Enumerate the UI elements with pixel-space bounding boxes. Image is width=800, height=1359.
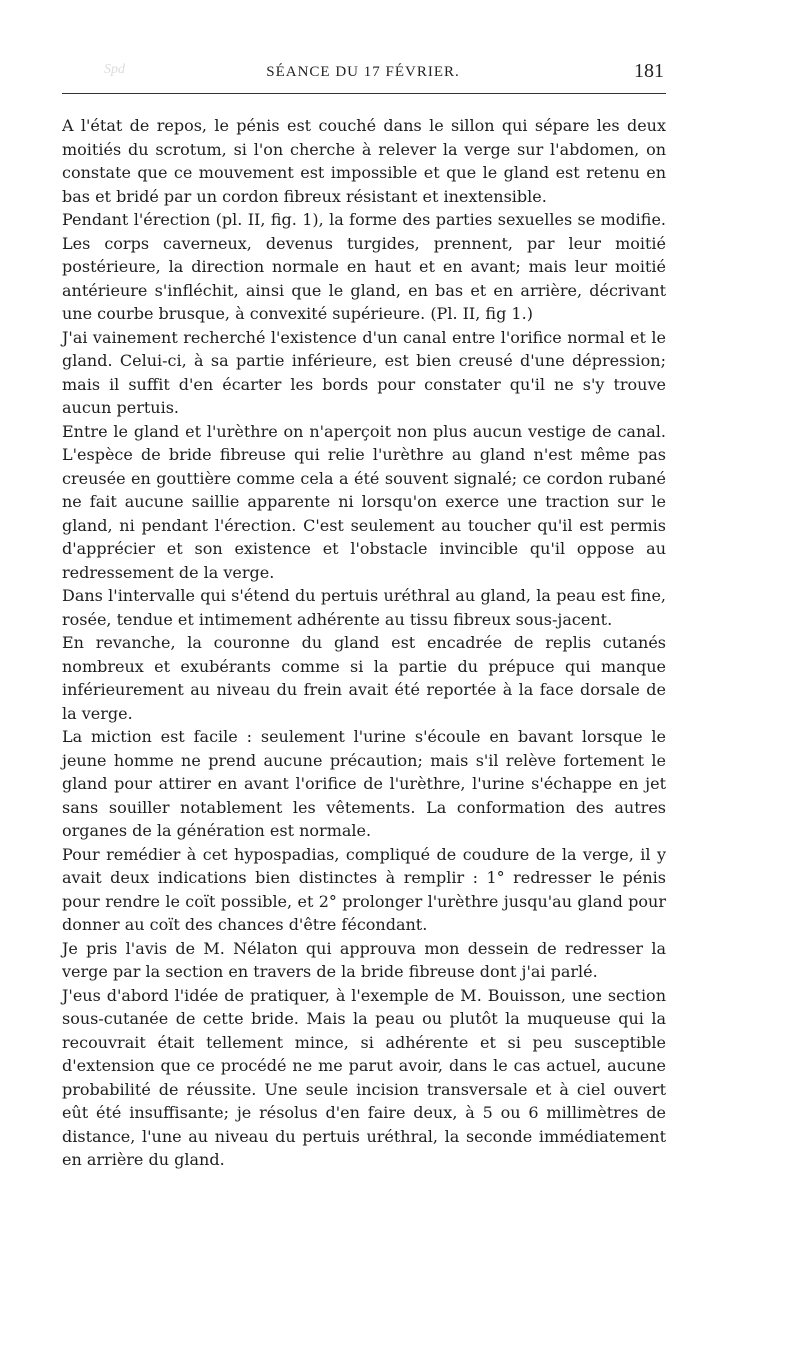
running-header [62, 60, 664, 88]
paragraph: A l'état de repos, le pénis est couché dans le sillon qui sépare les deux moitiés du scrotum, si l'on cherche à relever la verge sur l'abdomen, on constate que ce mouvement est impossible et que le gland est retenu en bas et bridé par un cordon fibreux résistant et inextensible. [62, 116, 666, 206]
paragraph: J'eus d'abord l'idée de pratiquer, à l'exemple de M. Bouisson, une section sous-cutanée de cette bride. Mais la peau ou plutôt la muqueuse qui la recouvrait était tellement mince, si adhérente et si peu susceptible d'extension que ce procédé ne me parut avoir, dans le cas actuel, aucune probabilité de réussite. Une seule incision transversale et à ciel ouvert eût été insuffisante; je résolus d'en faire deux, à 5 ou 6 millimètres de distance, l'une au niveau du pertuis uréthral, la seconde immédiatement en arrière du gland. [62, 985, 666, 1169]
paragraph: Entre le gland et l'urèthre on n'aperçoit non plus aucun vestige de canal. L'espèce de bride fibreuse qui relie l'urèthre au gland n'est même pas creusée en gouttière comme cela a été souvent signalé; ce cordon rubané ne fait aucune saillie apparente ni lorsqu'on exerce une traction sur le gland, ni pendant l'érection. C'est seulement au toucher qu'il est permis d'apprécier et son existence et l'obstacle invincible qu'il oppose au redressement de la verge. [62, 421, 666, 582]
paragraph: Je pris l'avis de M. Nélaton qui approuva mon dessein de redresser la verge par la section en travers de la bride fibreuse dont j'ai parlé. [62, 938, 666, 981]
paragraph: Pour remédier à cet hypospadias, compliqué de coudure de la verge, il y avait deux indications bien distinctes à remplir : 1° redresser le pénis pour rendre le coït possible, et 2° prolonger l'urèthre jusqu'au gland pour donner au coït des chances d'être fécondant. [62, 844, 666, 934]
header-rule [62, 93, 666, 94]
paragraph: La miction est facile : seulement l'urine s'écoule en bavant lorsque le jeune homme ne prend aucune précaution; mais s'il relève fortement le gland pour attirer en avant l'orifice de l'urèthre, l'urine s'échappe en jet sans souiller notablement les vêtements. La conformation des autres organes de la génération est normale. [62, 727, 666, 840]
body-text [62, 114, 666, 1172]
paragraph: Pendant l'érection (pl. II, fig. 1), la forme des parties sexuelles se modifie. Les corps caverneux, devenus turgides, prennent, par leur moitié postérieure, la direction normale en haut et en avant; mais leur moitié antérieure s'infléchit, ainsi que le gland, en bas et en arrière, décrivant une courbe brusque, à convexité supérieure. (Pl. II, fig 1.) [62, 210, 666, 323]
page-number: 181 [634, 60, 664, 82]
paragraph: En revanche, la couronne du gland est encadrée de replis cutanés nombreux et exubérants comme si la partie du prépuce qui manque inférieurement au niveau du frein avait été reportée à la face dorsale de la verge. [62, 633, 666, 723]
running-title: SÉANCE DU 17 FÉVRIER. [266, 64, 460, 80]
paragraph: J'ai vainement recherché l'existence d'un canal entre l'orifice normal et le gland. Celui-ci, à sa partie inférieure, est bien creusé d'une dépression; mais il suffit d'en écarter les bords pour constater qu'il ne s'y trouve aucun pertuis. [62, 327, 666, 417]
library-stamp: Spd [104, 62, 125, 77]
paragraph: Dans l'intervalle qui s'étend du pertuis uréthral au gland, la peau est fine, rosée, tendue et intimement adhérente au tissu fibreux sous-jacent. [62, 586, 666, 629]
